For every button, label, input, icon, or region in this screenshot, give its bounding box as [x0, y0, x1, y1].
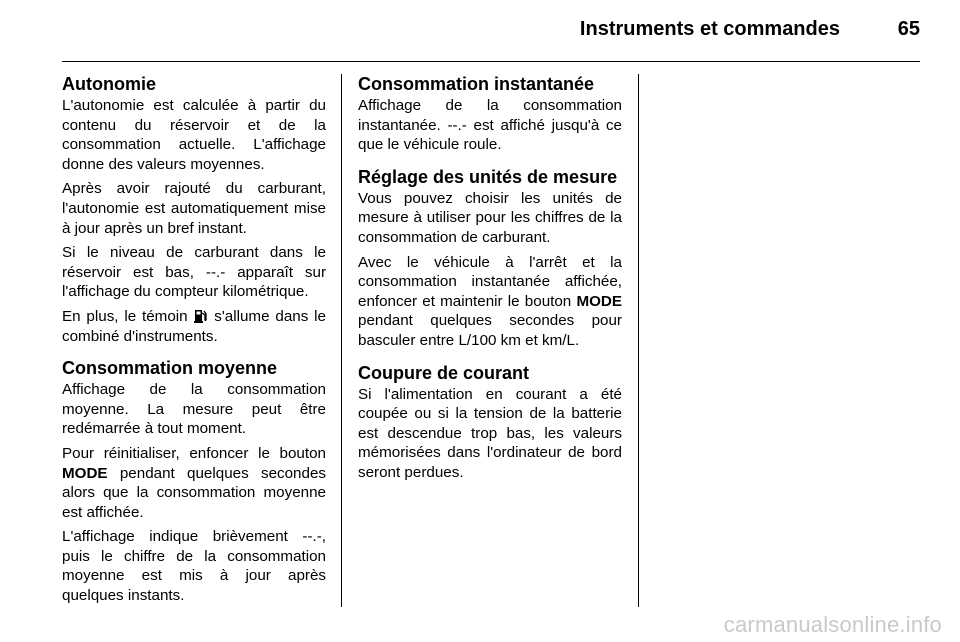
paragraph: Si le niveau de carburant dans le réservoir est bas, --.- apparaît sur l'affichage du compteur kilométrique.: [62, 244, 326, 301]
text-span: Avec le véhicule à l'arrêt et la consommation instantanée affichée, enfoncer et maintenir le bouton: [358, 253, 622, 310]
paragraph: L'autonomie est calculée à partir du contenu du réservoir et de la consommation actuelle. L'affichage donne des valeurs moyennes.: [62, 97, 326, 173]
text-span: pendant quelques secondes pour basculer entre L/100 km et km/L.: [358, 312, 622, 349]
paragraph: [62, 307, 326, 346]
paragraph: Après avoir rajouté du carburant, l'autonomie est automatiquement mise à jour après un bref instant.: [62, 180, 326, 237]
paragraph: [62, 444, 326, 522]
text-span: pendant quelques secondes alors que la consommation moyenne est affichée.: [62, 464, 326, 521]
column-divider: [638, 74, 639, 607]
middle-column: [358, 74, 622, 488]
mode-button-label: MODE: [62, 464, 108, 482]
header-rule: [62, 61, 920, 62]
section-heading-instantanee: Consommation instantanée: [358, 74, 595, 94]
paragraph: L'affichage indique brièvement --.-, puis le chiffre de la consommation moyenne est mis à jour après quelques instants.: [62, 528, 326, 605]
paragraph: Affichage de la consommation instantanée. --.- est affiché jusqu'à ce que le véhicule roule.: [358, 97, 622, 154]
paragraph: Si l'alimentation en courant a été coupée ou si la tension de la batterie est descendue trop bas, les valeurs mémorisées dans l'ordinateur de bord seront perdues.: [358, 385, 622, 481]
left-column: [62, 74, 326, 611]
column-divider: [341, 74, 342, 607]
page-header-title: Instruments et commandes: [579, 18, 840, 40]
paragraph: Affichage de la consommation moyenne. La mesure peut être redémarrée à tout moment.: [62, 381, 326, 438]
section-heading-coupure: Coupure de courant: [358, 362, 530, 383]
text-span: Pour réinitialiser, enfoncer le bouton: [62, 444, 326, 462]
paragraph: Vous pouvez choisir les unités de mesure à utiliser pour les chiffres de la consommation de carburant.: [358, 189, 622, 246]
fuel-pump-icon: [193, 308, 208, 323]
section-heading-moyenne: Consommation moyenne: [62, 358, 278, 379]
text-span: En plus, le témoin: [62, 307, 194, 325]
text-span: s'allume dans le combiné d'instruments.: [62, 307, 326, 345]
section-heading-autonomie: Autonomie: [62, 74, 156, 94]
watermark: carmanualsonline.info: [723, 612, 942, 637]
page-number: 65: [897, 18, 920, 40]
mode-button-label: MODE: [576, 292, 622, 310]
section-heading-unites: Réglage des unités de mesure: [358, 166, 618, 187]
paragraph: [358, 253, 622, 351]
